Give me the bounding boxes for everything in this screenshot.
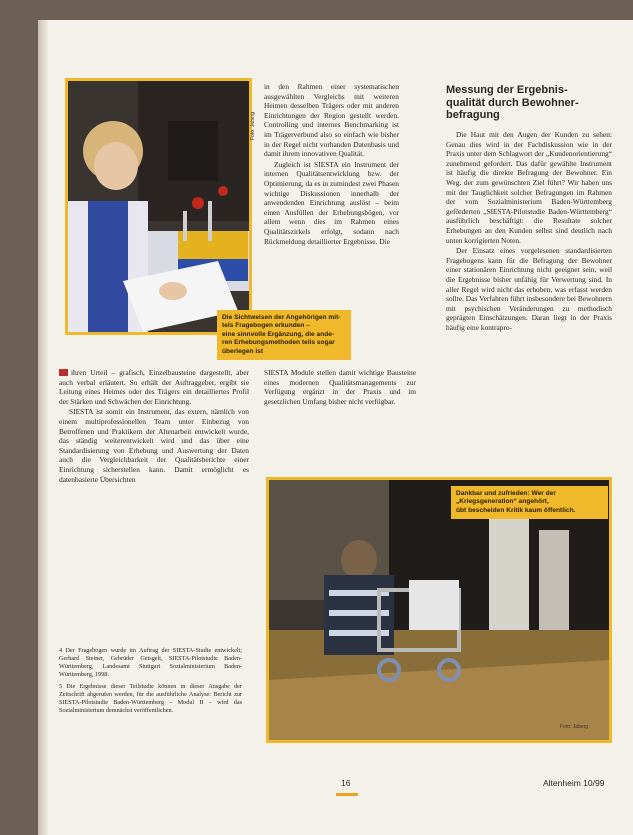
text-column-left-bottom: [59, 368, 249, 612]
page-number-rule: [336, 793, 358, 796]
text-column-right: [446, 130, 612, 468]
heading-line-3: befragung: [446, 109, 500, 121]
heading-line-2: qualität durch Bewohner-: [446, 96, 579, 109]
paragraph: in den Rahmen einer systematischen ausgewählten Vergleichs mit weiteren Heimen desselben Trägers oder mit anderen Einrichtungen der Region gestellt werden. Controlling und internes Benchmarking ist im Trägerverbund also so einfach wie bisher in der Regel nicht vorhanden Datenbasis und damit ihrem innovativen Qualität.: [264, 82, 399, 159]
journal-issue: Altenheim 10/99: [543, 778, 605, 788]
footnote: 5 Die Ergebnisse dieser Teilstudie können in dieser Ausgabe der Zeitschrift abgerufen werden, für die ausführliche Analyse: Bericht zur SIESTA-Pilotstudie Baden-Württemberg – Modul II – wird das Sozialministerium demnächst veröffentlichen.: [59, 683, 242, 714]
photo-top-credit: Foto: Jaberg: [250, 111, 256, 140]
section-heading: [446, 84, 616, 122]
footnote: 4 Der Fragebogen wurde im Auftrag der SIESTA-Studie entwickelt; Gerhard Steiner, Gebrüder Geisgelt, SIESTA-Pilotstudie Baden-Württemberg, Landesamt Stuttgart Sozialministerium Baden-Württemberg, 1998.: [59, 647, 242, 678]
photo-bottom-credit: Foto: Jaberg: [560, 724, 589, 730]
page-binding-shadow: [38, 20, 48, 835]
paragraph: Der Einsatz eines vorgelesenen standardisierten Fragebogens kann für die Befragung der Bewohner einer stationären Einrichtung nicht geeignet sein, weil die Ergebnisse bisher unfähig für Verwertung sind. In aller Regel wird nicht das erhoben, was erfasst werden sollte. Das Verfahren führt insbesondere bei Bewohnern mit psychischen Veränderungen zu methodisch geprägten Einschätzungen. Daran liegt in der Praxis häufig eine kontrapro-: [446, 246, 612, 332]
footnotes: [59, 647, 242, 719]
text-column-middle-top: [264, 82, 399, 306]
photo-illustration: [68, 81, 249, 332]
paragraph: Zugleich ist SIESTA ein Instrument der internen Qualitätsentwicklung bzw. der Optimierung, da es in zumindest zwei Phasen wichtige Diskussionen innerhalb der anwendenden Einrichtung auslöst – beim einen Ausfüllen der Erhebungsbögen, vor allem wenn dies im Rahmen eines Qualitätszirkels erfolgt, sodann nach Rückmeldung detaillierter Ergebnisse. Die: [264, 159, 399, 246]
paragraph: ihren Urteil – grafisch, Einzelbausteine dargestellt, aber auch verbal erläutert. So erhält der Auftraggeber, ergibt sie Leitung eines Heimes oder des Trägers ein detailliertes Profil der Stärken und Schwächen der Einrichtung.: [59, 368, 249, 406]
section-marker: [59, 369, 68, 376]
photo-woman-reading-questionnaire: [65, 78, 252, 335]
magazine-page: [38, 20, 633, 835]
text-column-middle-bottom: [264, 368, 416, 438]
paragraph: Die Haut mit den Augen der Kunden zu sehen: Genau dies wird in der Fachdiskussion wie in der Praxis unter dem Schlagwort der „Kundenorientierung“ zunehmend gefordert. Das dafür gewählte Instrument ist häufig die direkte Befragung der Bewohner. Ein Weg, der zum gewünschten Ziel führt? Wir haben uns mit der Tauglichkeit solcher Befragungen im Rahmen der vom Sozialministerium Baden-Württemberg geförderten „SIESTA-Pilotstudie Baden-Württemberg“ ausführlich beschäftigt: die Resultate solcher Erhebungen an den Kunden selbst sind deutlich nach unten korrigierten Noten.: [446, 130, 612, 245]
photo-bottom-caption: Dankbar und zufrieden: Wer der „Kriegsgeneration“ angehört, übt bescheiden Kritik kaum öffentlich.: [451, 486, 608, 519]
paragraph: SIESTA Module stellen damit wichtige Bausteine eines modernen Qualitätsmanagements zur Verfügung ergänzt in der Praxis und im gesetzlichen Umfang bisher nicht verfügbar.: [264, 368, 416, 406]
page-number: 16: [341, 778, 351, 788]
heading-line-1: Messung der Ergebnis-: [446, 84, 568, 96]
paragraph: SIESTA ist somit ein Instrument, das extern, nämlich von einem multiprofessionellen Team unter Einbezug von Betroffenen und Praktikern der Altenarbeit entwickelt wurde, das ständig weiterentwickelt wird und das über eine Standardisierung von Erhebung und Auswertung der Daten auch die Vergleichbarkeit der Qualitätsberichte einer Einrichtung sicherstellen kann. Damit ermöglicht es datenbasierte Übersichten: [59, 407, 249, 484]
photo-top-caption: Die Sichtweisen der Angehörigen mit- tels Fragebogen erkunden – eine sinnvolle Ergänzung, die ande- ren Erhebungsmethoden teils sogar überlegen ist: [217, 310, 351, 360]
